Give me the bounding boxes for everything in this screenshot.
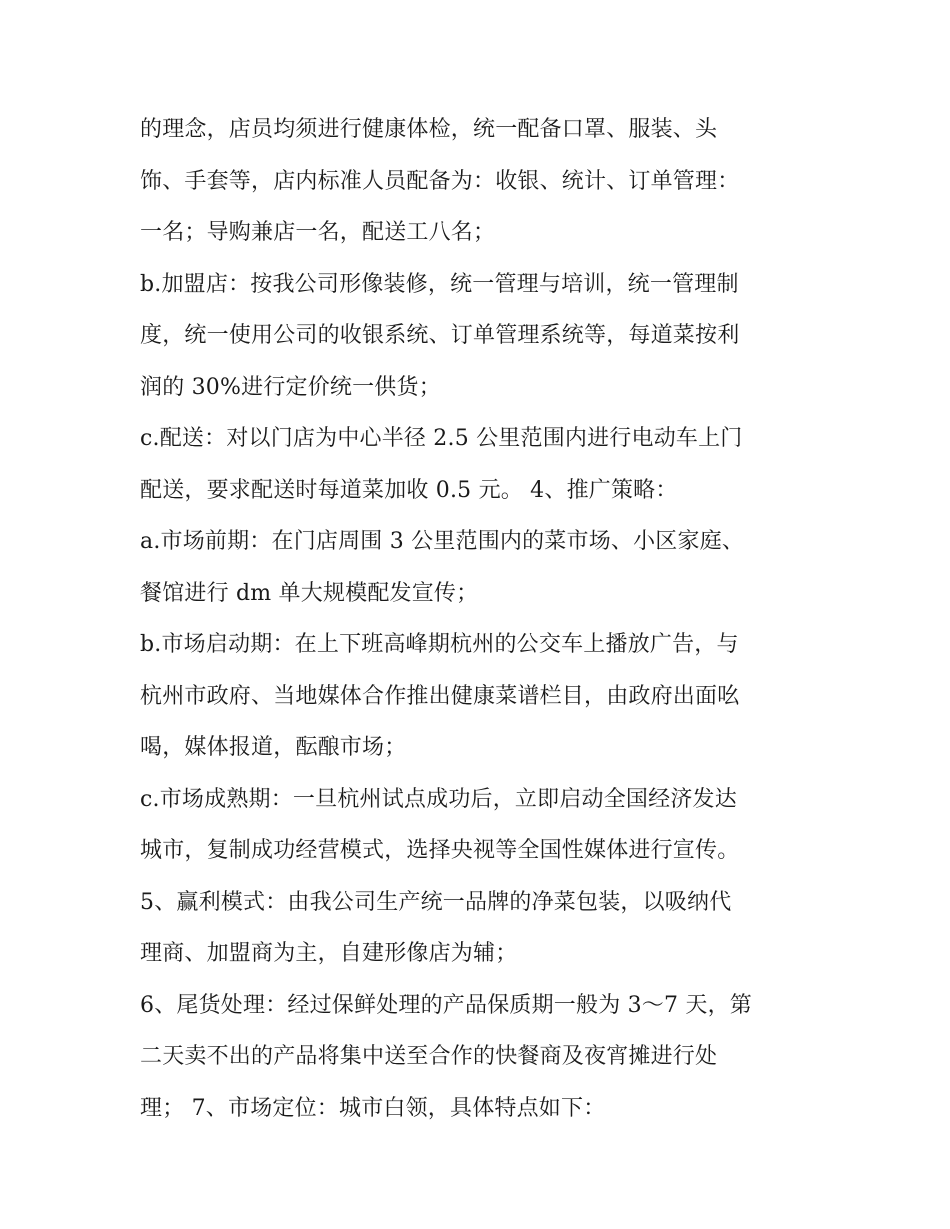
text-line: 润的 30%进行定价统一供货； bbox=[140, 374, 441, 400]
text-line: 餐馆进行 dm 单大规模配发宣传； bbox=[140, 580, 479, 606]
text-line: 5、赢利模式：由我公司生产统一品牌的净菜包装，以吸纳代 bbox=[140, 889, 732, 915]
text-line: c.市场成熟期：一旦杭州试点成功后，立即启动全国经济发达 bbox=[140, 786, 737, 812]
text-line: 二天卖不出的产品将集中送至合作的快餐商及夜宵摊进行处 bbox=[140, 1044, 718, 1069]
text-line: 喝，媒体报道，酝酿市场； bbox=[140, 735, 407, 760]
text-line: 度，统一使用公司的收银系统、订单管理系统等，每道菜按利 bbox=[140, 323, 740, 348]
text-line: 杭州市政府、当地媒体合作推出健康菜谱栏目，由政府出面吆 bbox=[140, 683, 740, 709]
text-line: 理商、加盟商为主，自建形像店为辅； bbox=[140, 941, 518, 966]
text-line: 城市，复制成功经营模式，选择央视等全国性媒体进行宣传。 bbox=[140, 838, 740, 863]
text-line: 饰、手套等，店内标准人员配备为：收银、统计、订单管理： bbox=[140, 168, 740, 194]
text-line: a.市场前期：在门店周围 3 公里范围内的菜市场、小区家庭、 bbox=[140, 529, 745, 554]
document-body bbox=[140, 104, 830, 1134]
text-line: 6、尾货处理：经过保鲜处理的产品保质期一般为 3～7 天，第 bbox=[140, 992, 752, 1018]
text-line: 配送，要求配送时每道菜加收 0.5 元。 4、推广策略： bbox=[140, 477, 678, 503]
text-line: 一名；导购兼店一名，配送工八名； bbox=[140, 220, 496, 245]
text-line: 理； 7、市场定位：城市白领，具体特点如下： bbox=[140, 1095, 606, 1121]
text-line: c.配送：对以门店为中心半径 2.5 公里范围内进行电动车上门 bbox=[140, 426, 743, 451]
text-line: b.市场启动期：在上下班高峰期杭州的公交车上播放广告，与 bbox=[140, 632, 739, 657]
text-line: 的理念，店员均须进行健康体检，统一配备口罩、服装、头 bbox=[140, 117, 718, 142]
text-line: b.加盟店：按我公司形像装修，统一管理与培训，统一管理制 bbox=[140, 271, 739, 297]
